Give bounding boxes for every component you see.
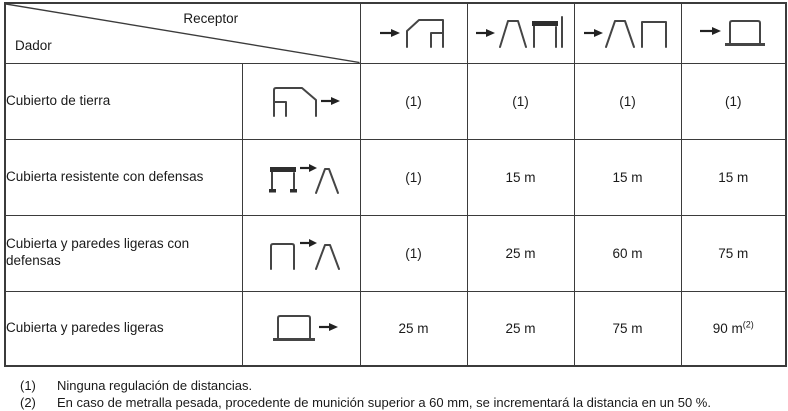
distance-cell: (1) — [360, 139, 467, 215]
distance-cell: (1) — [467, 63, 574, 139]
distance-matrix-table — [4, 2, 787, 367]
row-label: Cubierta y paredes ligeras — [5, 291, 242, 366]
receptor-resistant-cover-with-defenses-icon — [474, 13, 568, 53]
distance-cell: 90 m$^{(2)}$ — [681, 291, 786, 366]
distance-cell: (1) — [360, 63, 467, 139]
footnotes — [20, 377, 788, 411]
receptor-light-walls-box-icon — [696, 13, 770, 53]
dador-resistant-cover-with-defenses-icon — [258, 155, 344, 199]
footnote-marker: (1) — [20, 378, 36, 393]
receptor-column-header-1 — [360, 3, 467, 63]
table-row — [5, 63, 786, 139]
receptor-column-header-3 — [574, 3, 681, 63]
dador-light-walls-box-icon — [258, 306, 344, 350]
receptor-header-label: Receptor — [183, 11, 239, 26]
footnote-text: Ninguna regulación de distancias. — [57, 378, 253, 393]
receptor-column-header-4 — [681, 3, 786, 63]
row-label: Cubierto de tierra — [5, 63, 242, 139]
dador-icon-cell — [242, 291, 360, 366]
footnote-marker: (2) — [20, 395, 36, 410]
dador-light-cover-with-defenses-icon — [258, 231, 344, 275]
distance-cell: (1) — [360, 215, 467, 291]
receptor-light-cover-with-defenses-icon — [582, 13, 674, 53]
dador-icon-cell — [242, 139, 360, 215]
distance-cell: 15 m — [574, 139, 681, 215]
receptor-earth-covered-shelter-icon — [377, 13, 451, 53]
row-label: Cubierta y paredes ligeras con defensas — [5, 215, 242, 291]
dador-earth-covered-shelter-icon — [258, 79, 344, 123]
table-row — [5, 215, 786, 291]
distance-cell: (1) — [681, 63, 786, 139]
distance-cell: 75 m — [681, 215, 786, 291]
distance-regulation-page — [0, 2, 788, 410]
distance-cell: (1) — [574, 63, 681, 139]
table-row — [5, 139, 786, 215]
dador-icon-cell — [242, 215, 360, 291]
footnote-1 — [20, 377, 788, 394]
distance-cell: 15 m — [467, 139, 574, 215]
distance-cell: 25 m — [467, 291, 574, 366]
footnote-text: En caso de metralla pesada, procedente de munición superior a 60 mm, se incrementará la distancia en un 50 %. — [57, 395, 711, 410]
dador-icon-cell — [242, 63, 360, 139]
distance-cell: 60 m — [574, 215, 681, 291]
distance-cell: 75 m — [574, 291, 681, 366]
distance-cell: 25 m — [360, 291, 467, 366]
distance-cell: 25 m — [467, 215, 574, 291]
table-row — [5, 291, 786, 366]
row-label: Cubierta resistente con defensas — [5, 139, 242, 215]
receptor-column-header-2 — [467, 3, 574, 63]
distance-cell: 15 m — [681, 139, 786, 215]
dador-header-label: Dador — [15, 37, 52, 53]
header-row — [5, 3, 786, 63]
dador-receptor-corner-cell — [5, 3, 360, 63]
